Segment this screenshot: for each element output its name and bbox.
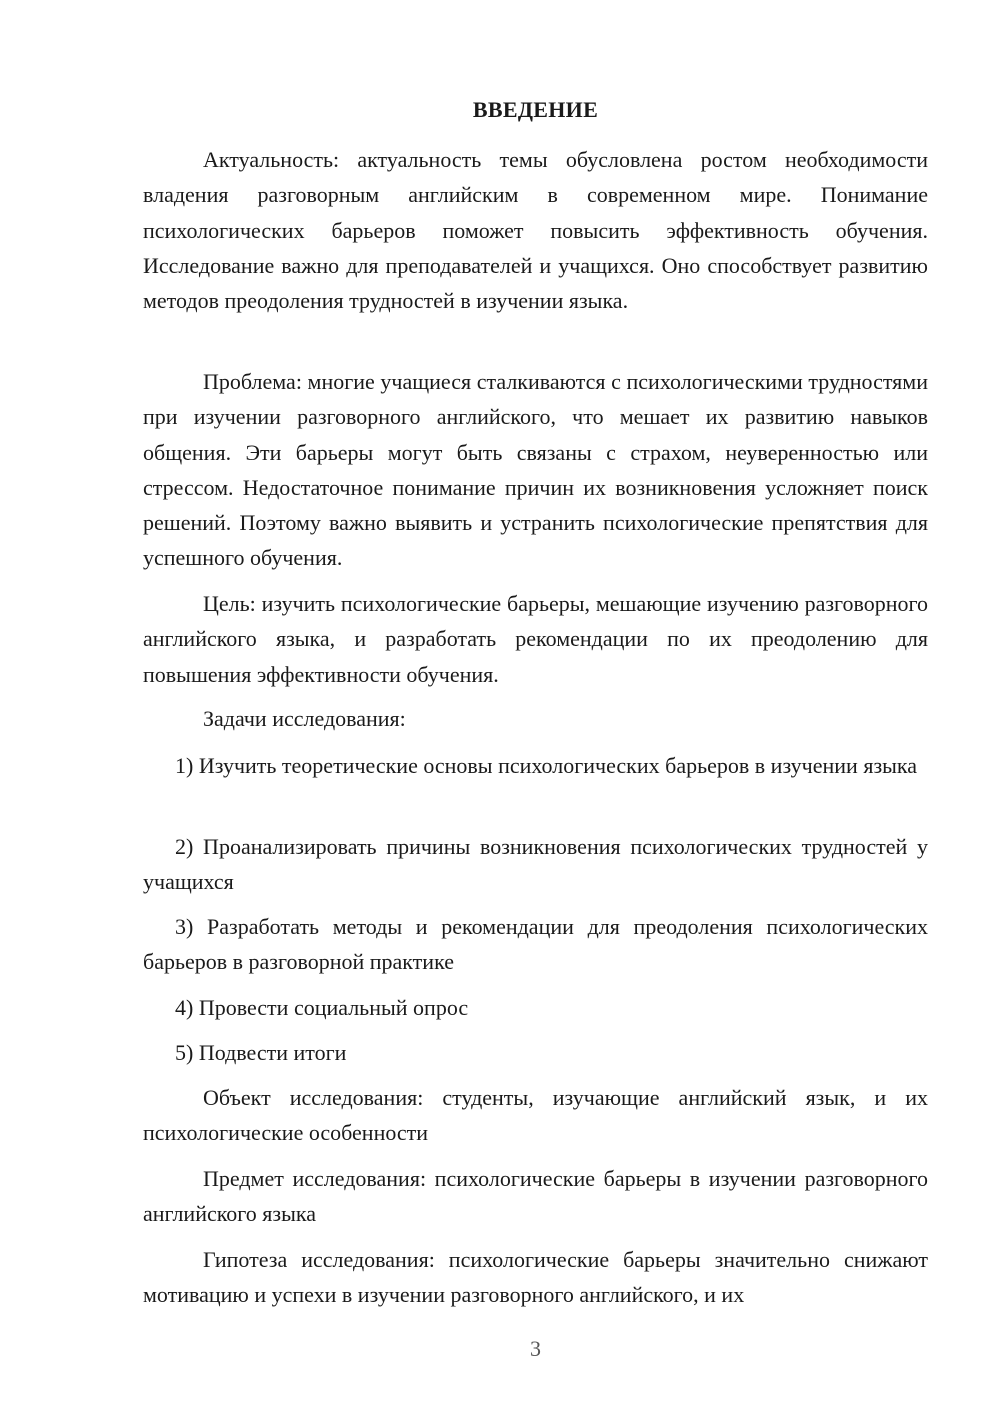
paragraph-subject: Предмет исследования: психологические барьеры в изучении разговорного английского языка <box>143 1166 928 1227</box>
page-number: 3 <box>530 1336 541 1361</box>
task-item-5: 5) Подвести итоги <box>175 1040 347 1065</box>
paragraph-object: Объект исследования: студенты, изучающие английский язык, и их психологические особенности <box>143 1085 928 1146</box>
paragraph-tasks-heading: Задачи исследования: <box>203 706 406 731</box>
paragraph-relevance: Актуальность: актуальность темы обусловлена ростом необходимости владения разговорным английским в современном мире. Понимание психологических барьеров поможет повысить эффективность обучения. Исследование важно для преподавателей и учащихся. Оно способствует развитию методов преодоления трудностей в изучении языка. <box>143 147 928 314</box>
task-item-2: 2) Проанализировать причины возникновения психологических трудностей у учащихся <box>143 834 928 895</box>
paragraph-problem: Проблема: многие учащиеся сталкиваются с психологическими трудностями при изучении разговорного английского, что мешает их развитию навыков общения. Эти барьеры могут быть связаны с страхом, неуверенностью или стрессом. Недостаточное понимание причин их возникновения усложняет поиск решений. Поэтому важно выявить и устранить психологические препятствия для успешного обучения. <box>143 369 928 571</box>
section-title: ВВЕДЕНИЕ <box>472 97 599 122</box>
task-item-4: 4) Провести социальный опрос <box>175 995 469 1020</box>
paragraph-goal: Цель: изучить психологические барьеры, мешающие изучению разговорного английского языка, и разработать рекомендации по их преодолению для повышения эффективности обучения. <box>143 591 928 687</box>
task-item-3: 3) Разработать методы и рекомендации для преодоления психологических барьеров в разговорной практике <box>143 914 928 975</box>
document-page <box>143 0 928 1414</box>
task-item-1: 1) Изучить теоретические основы психологических барьеров в изучении языка <box>175 753 918 778</box>
paragraph-hypothesis: Гипотеза исследования: психологические барьеры значительно снижают мотивацию и успехи в изучении разговорного английского, и их <box>143 1247 928 1308</box>
